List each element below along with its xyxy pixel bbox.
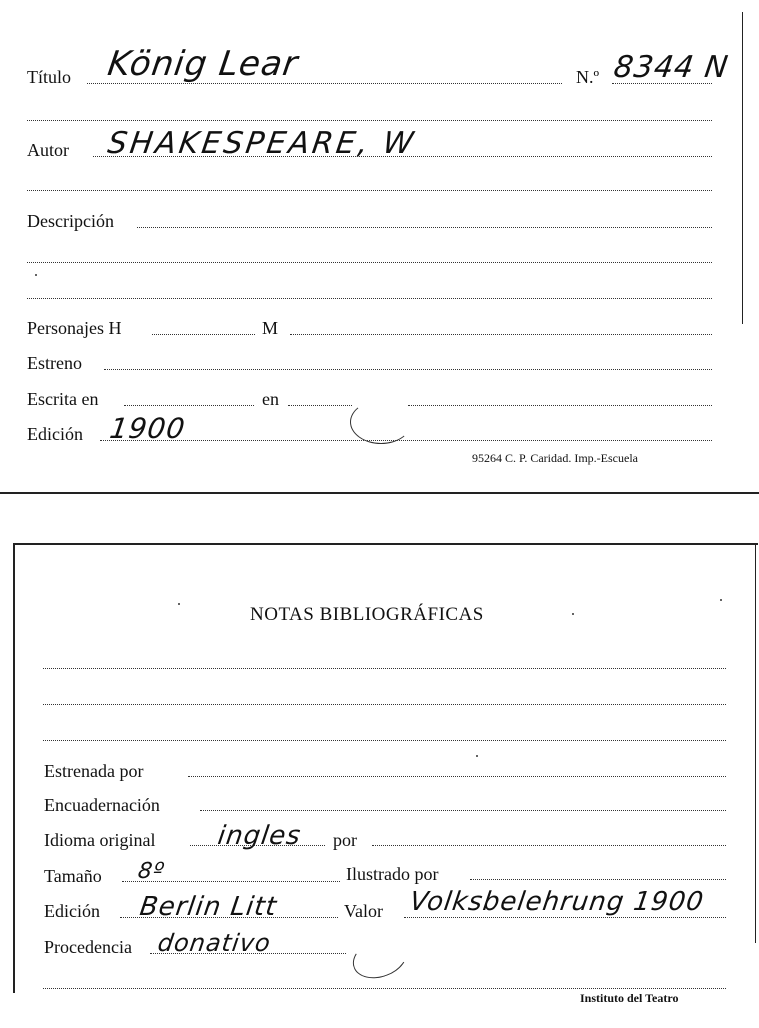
back-edicion-line [120,917,338,918]
speck [476,755,478,757]
numero-value: 8344 N [611,50,731,85]
punch-mark-back [347,931,413,986]
catalog-card-front [0,0,759,492]
descripcion-line-3 [27,298,712,299]
back-edicion-label: Edición [44,901,100,921]
tamano-line [122,881,340,882]
tamano-value: 8º [136,859,167,884]
estrenada-label: Estrenada por [44,761,144,781]
notas-line-2 [43,704,726,705]
catalog-card-back [0,503,759,1028]
autor-label: Autor [27,140,69,160]
notas-line-3 [43,740,726,741]
descripcion-line-1 [137,227,712,228]
valor-label: Valor [344,901,383,921]
titulo-line-2 [27,120,712,121]
autor-value: SHAKESPEARE, W [105,126,419,161]
autor-line-2 [27,190,712,191]
estreno-line [104,369,712,370]
autor-line [93,156,712,157]
personajes-h-line [152,334,255,335]
escrita-line-1 [124,405,254,406]
edicion-label: Edición [27,424,83,444]
speck [35,274,37,276]
estreno-label: Estreno [27,353,82,373]
idioma-label: Idioma original [44,830,156,850]
card-edge-top [13,543,758,545]
speck [720,599,722,601]
procedencia-label: Procedencia [44,937,132,957]
speck [572,613,574,615]
card-edge [742,12,744,324]
titulo-label: Título [27,67,71,87]
idioma-line [190,845,325,846]
encuadernacion-line [200,810,726,811]
numero-line [612,83,712,84]
speck [178,603,180,605]
valor-line [404,917,726,918]
punch-mark [350,400,412,444]
estrenada-line [188,776,726,777]
titulo-line [87,83,562,84]
idioma-por-label: por [333,830,357,850]
escrita-line-3 [408,405,712,406]
card-separator [0,492,759,494]
personajes-m-label: M [262,318,279,338]
idioma-value: ingles [215,821,304,851]
tamano-label: Tamaño [44,866,102,886]
idioma-por-line [372,845,726,846]
card-edge-left [13,543,15,993]
card-edge-right [755,543,757,943]
personajes-m-line [290,334,712,335]
encuadernacion-label: Encuadernación [44,795,160,815]
personajes-label: Personajes H [27,318,122,338]
notas-bottom-line [43,988,726,989]
imprint: 95264 C. P. Caridad. Imp.-Escuela [472,451,638,465]
descripcion-label: Descripción [27,211,114,231]
descripcion-line-2 [27,262,712,263]
ilustrado-line [470,879,726,880]
notas-heading: NOTAS BIBLIOGRÁFICAS [250,604,484,625]
back-edicion-value: Berlin Litt [137,892,279,922]
edicion-line [100,440,712,441]
numero-label: N.º [576,67,600,87]
escrita-en-label: en [262,389,279,409]
titulo-value: König Lear [105,44,301,84]
escrita-label: Escrita en [27,389,99,409]
ilustrado-label: Ilustrado por [346,864,439,884]
escrita-line-2 [288,405,352,406]
procedencia-line [150,953,346,954]
edicion-value: 1900 [107,412,188,445]
notas-line-1 [43,668,726,669]
valor-value: Volksbelehrung 1900 [407,887,706,917]
procedencia-value: donativo [156,929,273,957]
footer-institution: Instituto del Teatro [580,991,679,1005]
